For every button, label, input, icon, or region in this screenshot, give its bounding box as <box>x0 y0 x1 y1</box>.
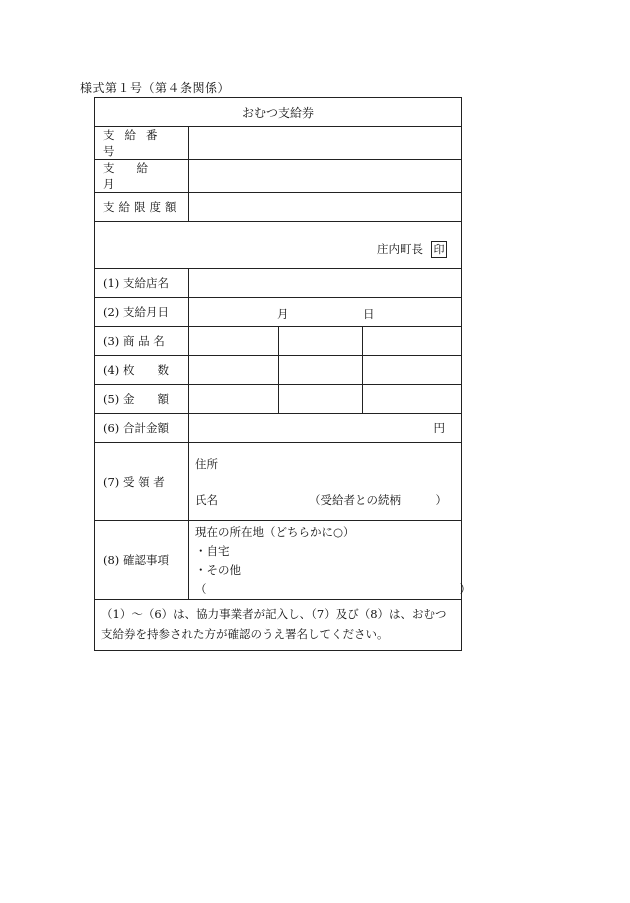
supply-date-label: (2) 支給月日 <box>95 298 189 327</box>
recipient-field[interactable] <box>189 443 462 521</box>
amount-cell-1[interactable] <box>189 385 279 414</box>
supply-month-field[interactable] <box>189 160 462 193</box>
issuer <box>377 241 447 258</box>
instructions-note: （1）～（6）は、協力事業者が記入し、（7）及び（8）は、おむつ支給券を持参された方が確認のうえ署名してください。 <box>95 600 462 651</box>
supply-number-label: 支給番号 <box>95 127 189 160</box>
location-question: 現在の所在地（どちらかに○） <box>195 525 355 539</box>
mayor-title: 庄内町長 <box>377 242 424 256</box>
supply-number-field[interactable] <box>189 127 462 160</box>
amount-label: (5) 金 額 <box>95 385 189 414</box>
amount-cell-3[interactable] <box>363 385 462 414</box>
supply-date-field[interactable] <box>189 298 462 327</box>
option-other[interactable]: ・その他 <box>195 563 241 577</box>
voucher-title: おむつ支給券 <box>95 98 462 127</box>
supply-limit-field[interactable] <box>189 193 462 222</box>
other-detail-blank[interactable]: （ ） <box>195 582 471 596</box>
confirmation-field[interactable] <box>189 521 471 600</box>
product-name-cell-2[interactable] <box>279 327 363 356</box>
confirmation-label: (8) 確認事項 <box>95 521 189 600</box>
recipient-label: (7) 受 領 者 <box>95 443 189 521</box>
product-name-label: (3) 商 品 名 <box>95 327 189 356</box>
address-label: 住所 <box>195 457 218 471</box>
quantity-label: (4) 枚 数 <box>95 356 189 385</box>
supply-month-label: 支給月 <box>95 160 189 193</box>
issuer-cell <box>95 222 462 269</box>
yen-unit: 円 <box>433 421 446 435</box>
product-name-cell-3[interactable] <box>363 327 462 356</box>
quantity-cell-1[interactable] <box>189 356 279 385</box>
relationship-label: （受給者との続柄 ） <box>309 493 447 507</box>
store-name-field[interactable] <box>189 269 462 298</box>
name-label: 氏名 <box>195 493 218 507</box>
form-number: 様式第１号（第４条関係） <box>80 81 231 95</box>
quantity-cell-2[interactable] <box>279 356 363 385</box>
amount-cell-2[interactable] <box>279 385 363 414</box>
month-unit: 月 <box>277 307 289 321</box>
voucher-form <box>94 97 471 651</box>
option-home[interactable]: ・自宅 <box>195 544 230 558</box>
seal-mark: 印 <box>431 241 447 258</box>
quantity-cell-3[interactable] <box>363 356 462 385</box>
product-name-cell-1[interactable] <box>189 327 279 356</box>
supply-limit-label: 支給限度額 <box>95 193 189 222</box>
store-name-label: (1) 支給店名 <box>95 269 189 298</box>
total-amount-field[interactable] <box>189 414 462 443</box>
total-amount-label: (6) 合計金額 <box>95 414 189 443</box>
day-unit: 日 <box>363 307 375 321</box>
